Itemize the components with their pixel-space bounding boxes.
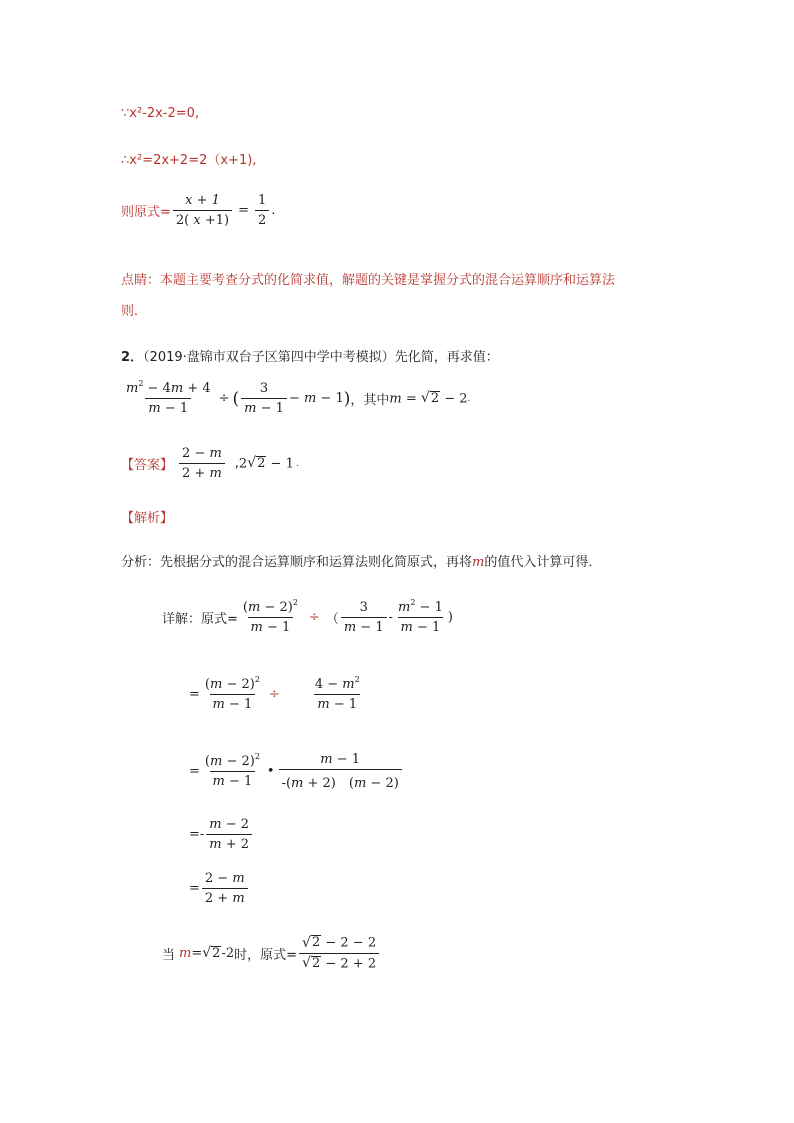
- xiangjie-prefix: 详解：原式=: [162, 612, 238, 627]
- fraction-one-half: $\frac{1}{2}$: [255, 193, 269, 228]
- result-suffix: .: [271, 203, 276, 218]
- fraction-step4: $\frac{m - 2}{m + 2}$: [206, 817, 252, 852]
- fraction-step2-a: $\frac{(m - 2)^2}{m - 1}$: [204, 675, 260, 712]
- dang-mid: 时，原式=: [234, 947, 298, 963]
- substitution-line: 当 m = √ 2 -2 时，原式= √ 2 − 2 − 2 √ 2 − 2 + 2: [162, 935, 381, 971]
- dang-prefix: 当: [162, 947, 176, 963]
- fenxi-paragraph: [121, 551, 601, 570]
- answer-separator: ,: [234, 456, 239, 471]
- answer-label: 【答案】: [121, 458, 174, 473]
- fraction-substitution: √ 2 − 2 − 2 √ 2 − 2 + 2: [299, 935, 379, 971]
- fraction-2-m-over-2-m: $\frac{2 - m}{2 + m}$: [179, 446, 225, 481]
- question-source: （2019·盘锦市双台子区第四中学中考模拟）先化简，再求值：: [143, 350, 499, 365]
- fenxi-suffix: 的值代入计算可得．: [484, 555, 602, 570]
- fraction-step2-b: $\frac{4 - m^2}{m - 1}$: [314, 675, 360, 712]
- line-result: 则原式= $\frac{x + 1}{2( x +1)}$ = $\frac{1}{2}$ .: [121, 193, 276, 228]
- fraction-step3-b: $\frac{m - 1}{-(m + 2) (m - 2)}$: [279, 752, 402, 791]
- fraction-step3-a: $\frac{(m - 2)^2}{m - 1}$: [204, 752, 260, 789]
- dianjing-label: 点睛：: [121, 273, 161, 288]
- line-given: [121, 106, 199, 121]
- step-2: = $\frac{(m - 2)^2}{m - 1}$ ÷ $\frac{4 - m^2}{m - 1}$: [189, 677, 365, 712]
- step-4: =- $\frac{m - 2}{m + 2}$: [189, 817, 254, 852]
- question-m-value: m = √ 2 − 2: [389, 390, 468, 407]
- step-3: = $\frac{(m - 2)^2}{m - 1}$ • $\frac{m - 1}{-(m + 2) (m - 2)}$: [189, 752, 404, 791]
- line-therefore: [121, 149, 256, 168]
- answer-line: 【答案】 $\frac{2 - m}{2 + m}$ , 2 √ 2 − 1 .: [121, 446, 299, 481]
- fenxi-prefix: 分析：先根据分式的混合运算顺序和运算法则化简原式，再将: [121, 555, 473, 570]
- step-1: 详解：原式= $\frac{(m - 2)^2}{m - 1}$ ÷ （ $\frac{3}{m - 1}$ - $\frac{m^2 - 1}{m - 1}$ ): [162, 598, 453, 635]
- question-2-header: [121, 346, 499, 365]
- question-2-expression: $\frac{m^2 - 4m + 4}{m - 1}$ ÷ ( $\frac{3}{m - 1}$ − m − 1 ) ，其中 m = √ 2 − 2 .: [121, 381, 470, 416]
- result-prefix: 则原式=: [121, 205, 171, 220]
- dianjing-paragraph-cont: [121, 300, 147, 319]
- dianjing-text-2: 则．: [121, 304, 148, 319]
- fraction-x1-over-2x1: $\frac{x + 1}{2( x +1)}$: [173, 193, 232, 228]
- question-number: 2．: [121, 350, 144, 365]
- fraction-step1-c: $\frac{m^2 - 1}{m - 1}$: [398, 598, 443, 635]
- fraction-step5: $\frac{2 - m}{2 + m}$: [202, 871, 248, 906]
- answer-value: 2 √ 2 − 1: [238, 455, 294, 472]
- therefore-equation: ∴x²=2x+2=2（x+1),: [121, 153, 257, 168]
- step-5: = $\frac{2 - m}{2 + m}$: [189, 871, 250, 906]
- dianjing-text-1: 本题主要考查分式的化简求值，解题的关键是掌握分式的混合运算顺序和运算法: [160, 273, 616, 288]
- fraction-step1-a: $\frac{(m - 2)^2}{m - 1}$: [242, 598, 298, 635]
- fraction-m2-4m-4-over-m-1: $\frac{m^2 - 4m + 4}{m - 1}$: [126, 379, 211, 416]
- jiexi-label: 【解析】: [121, 511, 174, 526]
- fraction-3-over-m-1: $\frac{3}{m - 1}$: [241, 381, 287, 416]
- dianjing-paragraph: [121, 269, 615, 288]
- fenxi-var: m: [472, 555, 485, 570]
- question-where: ，其中: [350, 393, 390, 408]
- fraction-step1-b: $\frac{3}{m - 1}$: [341, 600, 387, 635]
- given-equation: ∵x²-2x-2=0,: [121, 106, 200, 121]
